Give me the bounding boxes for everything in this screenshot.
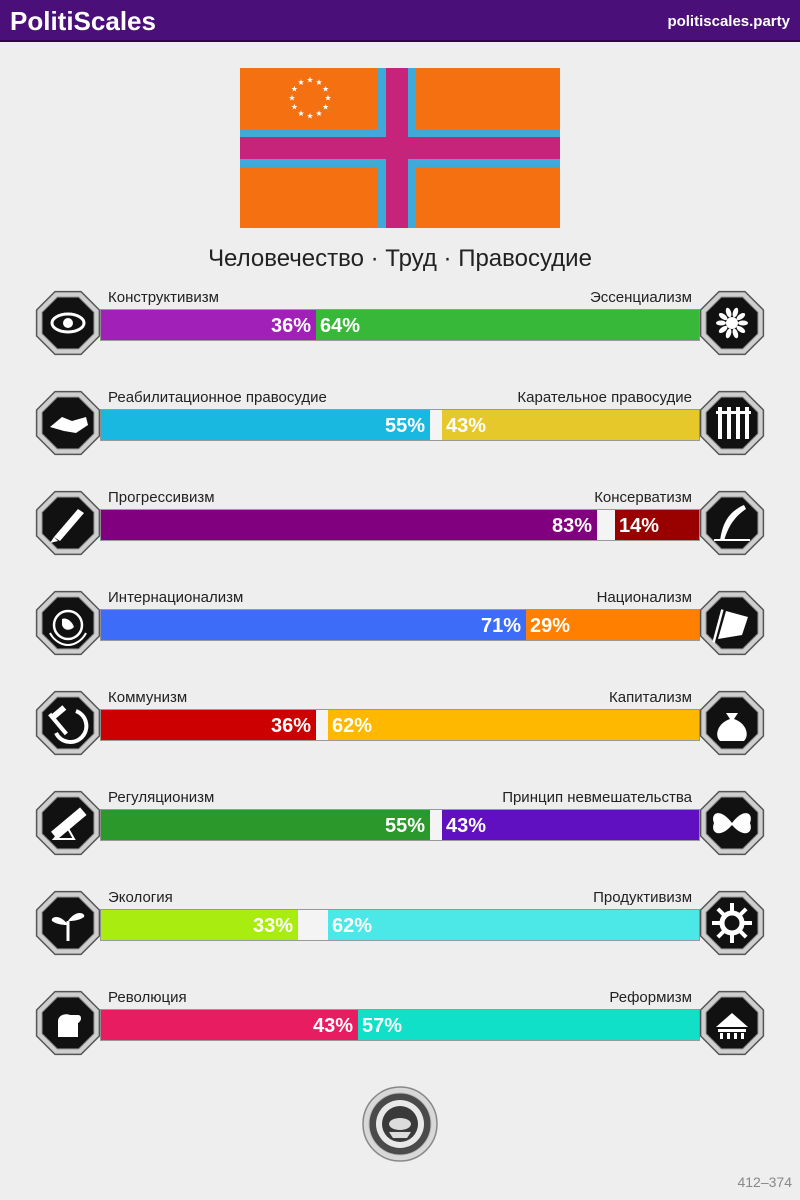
axis-left-label: Реабилитационное правосудие xyxy=(108,389,327,406)
seal-icon xyxy=(362,1086,438,1162)
axis-bar xyxy=(100,609,700,641)
axis-left-label: Интернационализм xyxy=(108,589,244,606)
rocket-icon xyxy=(32,487,104,559)
ruler-icon xyxy=(32,787,104,859)
flower-icon xyxy=(696,287,768,359)
axis-row xyxy=(0,787,800,867)
fist-icon xyxy=(32,987,104,1059)
axis-right-label: Национализм xyxy=(596,589,692,606)
axis-right-fill xyxy=(328,710,699,740)
axis-left-percent: 71% xyxy=(480,615,521,637)
axis-right-percent: 14% xyxy=(619,515,660,537)
sprout-icon xyxy=(32,887,104,959)
axis-right-percent: 62% xyxy=(332,715,373,737)
result-flag xyxy=(240,68,560,228)
money-bag-icon xyxy=(696,687,768,759)
axis-right-fill xyxy=(358,1010,699,1040)
axis-left-fill xyxy=(101,810,430,840)
axis-right-percent: 43% xyxy=(446,415,487,437)
handshake-icon xyxy=(32,387,104,459)
axis-bar xyxy=(100,309,700,341)
axis-right-label: Капитализм xyxy=(609,689,692,706)
axis-bar xyxy=(100,709,700,741)
axis-left-label: Регуляционизм xyxy=(108,789,215,806)
header-bar xyxy=(0,0,800,42)
axis-left-fill xyxy=(101,410,430,440)
hammer-sickle-icon xyxy=(32,687,104,759)
axis-bar xyxy=(100,809,700,841)
axis-bar xyxy=(100,1009,700,1041)
axis-right-percent: 43% xyxy=(446,815,487,837)
axis-right-label: Принцип невмешательства xyxy=(502,789,692,806)
axis-left-percent: 36% xyxy=(270,715,311,737)
axis-left-percent: 43% xyxy=(312,1015,353,1037)
axis-left-percent: 36% xyxy=(270,315,311,337)
axis-right-label: Эссенциализм xyxy=(589,289,692,306)
axis-bar xyxy=(100,409,700,441)
motto: Человечество · Труд · Правосудие xyxy=(208,245,592,272)
axis-right-label: Реформизм xyxy=(609,989,692,1006)
axis-right-label: Карательное правосудие xyxy=(517,389,692,406)
serial-code: 412–374 xyxy=(737,1174,792,1190)
flag-icon xyxy=(696,587,768,659)
axis-right-label: Продуктивизм xyxy=(593,889,692,906)
axis-row xyxy=(0,687,800,767)
gear-icon xyxy=(696,887,768,959)
axis-left-label: Коммунизм xyxy=(108,689,188,706)
axis-left-percent: 83% xyxy=(551,515,592,537)
axis-right-percent: 29% xyxy=(530,615,571,637)
axis-right-label: Консерватизм xyxy=(594,489,692,506)
axis-left-label: Конструктивизм xyxy=(108,289,219,306)
axis-bar xyxy=(100,509,700,541)
butterfly-icon xyxy=(696,787,768,859)
axis-right-percent: 62% xyxy=(332,915,373,937)
axis-left-label: Экология xyxy=(108,889,173,906)
quill-icon xyxy=(696,487,768,559)
parliament-icon xyxy=(696,987,768,1059)
axis-left-percent: 55% xyxy=(384,815,425,837)
axis-bar xyxy=(100,909,700,941)
site-url[interactable]: politiscales.party xyxy=(667,13,790,30)
axis-left-fill xyxy=(101,610,526,640)
axis-row xyxy=(0,287,800,367)
axis-right-fill xyxy=(328,910,699,940)
axis-row xyxy=(0,387,800,467)
axis-row xyxy=(0,987,800,1067)
prison-bars-icon xyxy=(696,387,768,459)
eye-icon xyxy=(32,287,104,359)
axis-right-percent: 57% xyxy=(362,1015,403,1037)
globe-icon xyxy=(32,587,104,659)
axis-left-percent: 33% xyxy=(252,915,293,937)
axis-left-percent: 55% xyxy=(384,415,425,437)
brand-title[interactable]: PolitiScales xyxy=(10,6,156,36)
axis-right-percent: 64% xyxy=(320,315,361,337)
axis-left-label: Прогрессивизм xyxy=(108,489,215,506)
axis-row xyxy=(0,587,800,667)
axis-row xyxy=(0,487,800,567)
axis-left-fill xyxy=(101,510,597,540)
axis-right-fill xyxy=(316,310,699,340)
axis-left-label: Революция xyxy=(108,989,187,1006)
axis-row xyxy=(0,887,800,967)
